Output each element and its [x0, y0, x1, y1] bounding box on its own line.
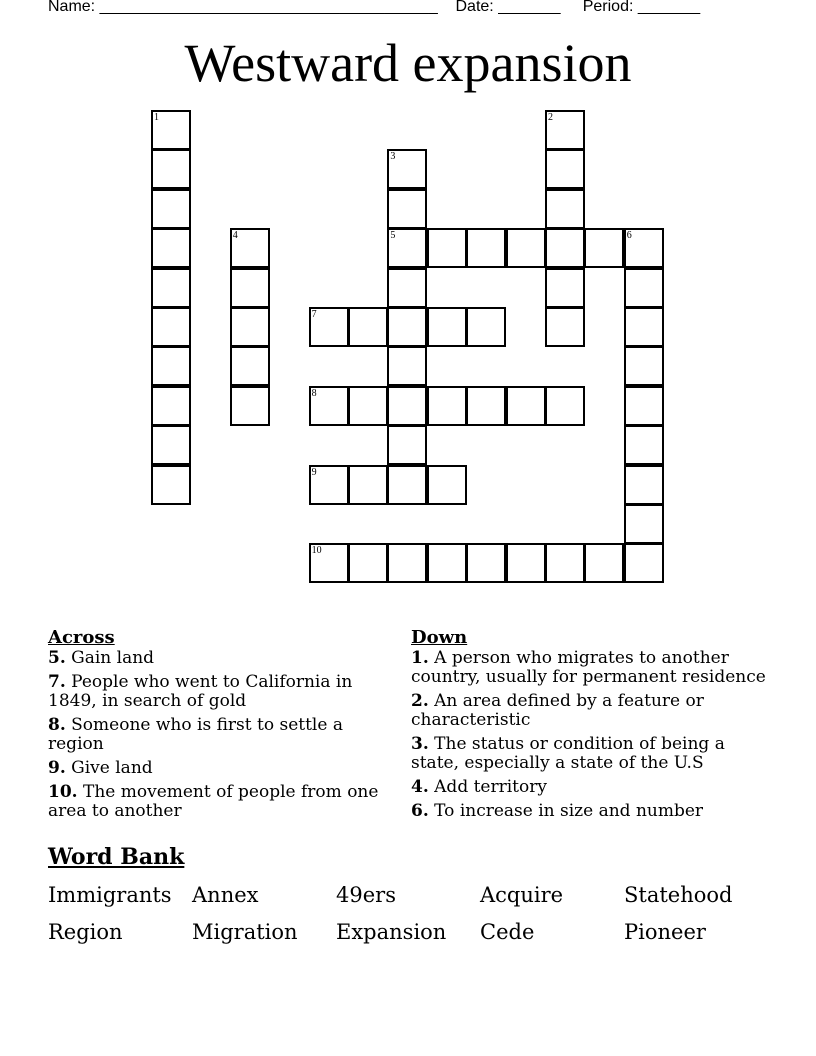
clue-down-6: 6. To increase in size and number — [411, 801, 704, 821]
clue-number: 4 — [232, 230, 238, 242]
crossword-cell[interactable] — [427, 386, 467, 426]
crossword-cell[interactable] — [309, 543, 349, 583]
clue-number: 3 — [390, 151, 396, 163]
crossword-cell[interactable] — [230, 386, 270, 426]
clue-across-7: 7. People who went to California in 1849, in search of gold — [48, 672, 353, 711]
crossword-cell[interactable] — [387, 149, 427, 189]
word-bank-item: Pioneer — [624, 920, 706, 944]
crossword-cell[interactable] — [387, 228, 427, 268]
crossword-cell[interactable] — [624, 543, 664, 583]
crossword-cell[interactable] — [584, 228, 624, 268]
crossword-cell[interactable] — [624, 386, 664, 426]
crossword-cell[interactable] — [151, 268, 191, 308]
crossword-cell[interactable] — [151, 149, 191, 189]
crossword-cell[interactable] — [387, 189, 427, 229]
crossword-cell[interactable] — [545, 307, 585, 347]
date-field-label: Date: _______ — [455, 0, 561, 15]
word-bank — [48, 882, 768, 946]
crossword-cell[interactable] — [230, 228, 270, 268]
crossword-cell[interactable] — [506, 228, 546, 268]
word-bank-item: Immigrants — [48, 883, 172, 907]
crossword-cell[interactable] — [545, 228, 585, 268]
crossword-cell[interactable] — [309, 307, 349, 347]
crossword-cell[interactable] — [624, 504, 664, 544]
crossword-cell[interactable] — [151, 386, 191, 426]
crossword-cell[interactable] — [545, 268, 585, 308]
crossword-cell[interactable] — [624, 268, 664, 308]
word-bank-item: Statehood — [624, 883, 733, 907]
crossword-cell[interactable] — [348, 386, 388, 426]
clue-number: 5 — [390, 230, 396, 242]
crossword-cell[interactable] — [624, 465, 664, 505]
crossword-cell[interactable] — [151, 228, 191, 268]
clue-down-1: 1. A person who migrates to another country, usually for permanent residence — [411, 648, 766, 687]
crossword-cell[interactable] — [151, 110, 191, 150]
crossword-cell[interactable] — [387, 543, 427, 583]
clue-number: 2 — [548, 112, 553, 123]
crossword-cell[interactable] — [466, 543, 506, 583]
crossword-cell[interactable] — [545, 543, 585, 583]
crossword-cell[interactable] — [151, 465, 191, 505]
clue-across-10: 10. The movement of people from one area to another — [48, 782, 379, 821]
crossword-cell[interactable] — [624, 307, 664, 347]
crossword-cell[interactable] — [309, 386, 349, 426]
crossword-cell[interactable] — [427, 465, 467, 505]
crossword-cell[interactable] — [348, 465, 388, 505]
crossword-cell[interactable] — [427, 307, 467, 347]
crossword-cell[interactable] — [387, 425, 427, 465]
crossword-cell[interactable] — [151, 346, 191, 386]
crossword-cell[interactable] — [151, 425, 191, 465]
word-bank-item: Region — [48, 920, 123, 944]
down-clues — [411, 628, 771, 826]
crossword-cell[interactable] — [387, 268, 427, 308]
word-bank-item: Annex — [192, 883, 259, 907]
crossword-cell[interactable] — [545, 386, 585, 426]
crossword-cell[interactable] — [506, 386, 546, 426]
crossword-cell[interactable] — [624, 228, 664, 268]
name-field-label: Name: ______________________________________ — [48, 0, 438, 15]
crossword-cell[interactable] — [506, 543, 546, 583]
crossword-cell[interactable] — [230, 346, 270, 386]
crossword-cell[interactable] — [466, 386, 506, 426]
crossword-cell[interactable] — [584, 543, 624, 583]
clue-number: 1 — [154, 112, 159, 123]
word-bank-item: Cede — [480, 920, 535, 944]
crossword-cell[interactable] — [348, 543, 388, 583]
crossword-cell[interactable] — [624, 346, 664, 386]
crossword-cell[interactable] — [545, 189, 585, 229]
down-heading: Down — [411, 627, 468, 648]
clue-number: 9 — [311, 466, 317, 478]
crossword-cell[interactable] — [427, 228, 467, 268]
crossword-cell[interactable] — [466, 228, 506, 268]
word-bank-item: Expansion — [336, 920, 447, 944]
crossword-cell[interactable] — [545, 149, 585, 189]
crossword-cell[interactable] — [230, 307, 270, 347]
crossword-cell[interactable] — [309, 465, 349, 505]
crossword-cell[interactable] — [545, 110, 585, 150]
crossword-cell[interactable] — [387, 386, 427, 426]
word-bank-title: Word Bank — [48, 844, 185, 870]
crossword-cell[interactable] — [387, 307, 427, 347]
clue-down-2: 2. An area defined by a feature or characteristic — [411, 691, 704, 730]
clue-number: 6 — [626, 230, 632, 242]
clue-down-3: 3. The status or condition of being a state, especially a state of the U.S — [411, 734, 725, 773]
crossword-cell[interactable] — [151, 307, 191, 347]
period-field-label: Period: _______ — [582, 0, 701, 15]
crossword-cell[interactable] — [466, 307, 506, 347]
crossword-cell[interactable] — [387, 346, 427, 386]
across-clues — [48, 628, 388, 826]
clue-number: 10 — [311, 545, 322, 557]
crossword-cell[interactable] — [230, 268, 270, 308]
page-title: Westward expansion — [184, 33, 632, 93]
clue-across-8: 8. Someone who is first to settle a region — [48, 715, 343, 754]
word-bank-item: 49ers — [336, 883, 396, 907]
clue-across-5: 5. Gain land — [48, 648, 155, 668]
word-bank-item: Acquire — [480, 883, 564, 907]
clue-across-9: 9. Give land — [48, 758, 153, 778]
clue-number: 8 — [311, 387, 317, 399]
clue-down-4: 4. Add territory — [411, 777, 547, 797]
word-bank-item: Migration — [192, 920, 298, 944]
clue-number: 7 — [311, 309, 317, 320]
crossword-cell[interactable] — [151, 189, 191, 229]
crossword-cell[interactable] — [427, 543, 467, 583]
crossword-cell[interactable] — [348, 307, 388, 347]
crossword-cell[interactable] — [387, 465, 427, 505]
crossword-cell[interactable] — [624, 425, 664, 465]
across-heading: Across — [48, 627, 115, 648]
